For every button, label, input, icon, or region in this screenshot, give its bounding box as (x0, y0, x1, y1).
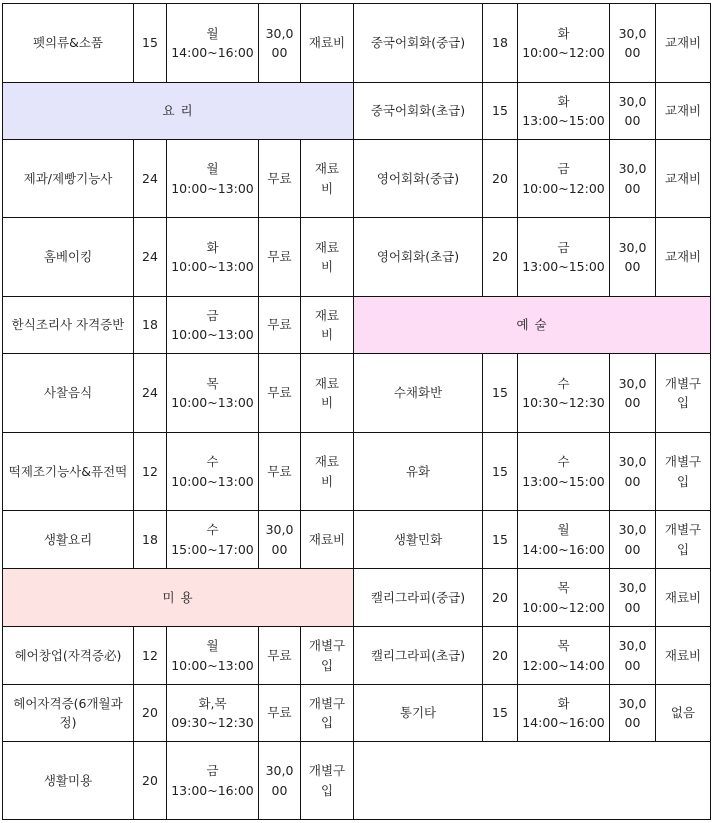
cell-line: 개별구 (664, 375, 702, 391)
course-fee (610, 140, 656, 218)
cell-line: 입 (320, 782, 334, 798)
course-time: 14:00~16:00 (171, 45, 254, 60)
course-time: 10:00~13:00 (171, 473, 254, 489)
course-day: 화 (557, 93, 570, 109)
course-name: 펫의류&소품 (3, 4, 134, 83)
cell-line: 정) (59, 715, 77, 730)
cell-line: 재료 (314, 161, 340, 176)
table-row (3, 83, 711, 140)
course-material (301, 433, 354, 511)
course-fee: 무료 (259, 140, 301, 218)
course-time: 10:00~13:00 (171, 327, 254, 342)
course-schedule-time (518, 685, 610, 742)
cell-line: 00 (271, 541, 288, 557)
course-schedule-time (518, 433, 610, 511)
course-schedule-time (167, 354, 259, 433)
course-capacity: 15 (483, 433, 518, 511)
course-material (301, 685, 354, 742)
course-material (656, 569, 711, 627)
course-day: 화,목 (198, 695, 227, 711)
course-material (656, 140, 711, 218)
course-material (656, 83, 711, 140)
cell-line: 30,0 (618, 638, 647, 653)
course-material (656, 433, 711, 511)
cell-line: 개별구 (664, 454, 702, 469)
cell-line: 재료 (314, 239, 340, 255)
course-day: 수 (557, 375, 570, 391)
course-material (301, 511, 354, 569)
course-fee: 무료 (259, 433, 301, 511)
course-time: 14:00~16:00 (522, 715, 605, 730)
course-day: 목 (206, 375, 219, 391)
course-name: 생활요리 (3, 511, 134, 569)
course-schedule-time (518, 140, 610, 218)
cell-line: 개별구 (308, 695, 346, 711)
course-day: 월 (206, 638, 219, 653)
course-fee (259, 4, 301, 83)
course-schedule-time (518, 511, 610, 569)
cell-line: 교재비 (664, 170, 702, 186)
course-fee (610, 685, 656, 742)
course-material (301, 354, 354, 433)
cell-line: 00 (271, 45, 288, 60)
course-fee: 무료 (259, 354, 301, 433)
cell-line: 비 (320, 395, 334, 410)
cell-line: 비 (320, 180, 334, 196)
cell-line: 30,0 (618, 161, 647, 176)
course-schedule-time (167, 511, 259, 569)
table-row (3, 140, 711, 218)
cell-line: 30,0 (618, 25, 647, 41)
cell-line: 00 (624, 657, 641, 673)
cell-line: 재료비 (664, 647, 702, 663)
cell-line: 30,0 (618, 522, 647, 537)
course-material (656, 685, 711, 742)
cell-line: 입 (320, 657, 334, 673)
course-time: 13:00~16:00 (171, 782, 254, 798)
table-row (3, 297, 711, 354)
course-capacity: 15 (483, 83, 518, 140)
course-material (301, 627, 354, 685)
course-day: 화 (206, 239, 219, 255)
course-schedule-time (518, 569, 610, 627)
cell-line: 재료비 (308, 531, 346, 547)
course-time: 10:00~12:00 (522, 180, 605, 196)
course-name: 생활미용 (3, 742, 134, 820)
course-time: 10:00~12:00 (522, 45, 605, 60)
course-day: 월 (557, 522, 570, 537)
course-day: 금 (557, 161, 570, 176)
course-name (3, 685, 134, 742)
cell-line: 30,0 (618, 695, 647, 711)
course-day: 월 (206, 161, 219, 176)
course-capacity: 20 (134, 685, 167, 742)
cell-line: 00 (624, 715, 641, 730)
course-name: 중국어회화(중급) (354, 4, 483, 83)
course-fee (610, 218, 656, 297)
course-fee: 무료 (259, 685, 301, 742)
cell-line: 교재비 (664, 35, 702, 51)
course-capacity: 24 (134, 218, 167, 297)
course-time: 10:00~13:00 (171, 395, 254, 410)
course-fee: 무료 (259, 297, 301, 354)
course-fee (610, 354, 656, 433)
course-schedule-time (518, 627, 610, 685)
course-schedule-time (518, 218, 610, 297)
cell-line: 헤어자격증(6개월과 (13, 695, 123, 711)
course-name: 캘리그라피(중급) (354, 569, 483, 627)
table-row (3, 4, 711, 83)
course-time: 10:00~12:00 (522, 599, 605, 615)
cell-line: 30,0 (618, 93, 647, 109)
course-fee (610, 4, 656, 83)
course-capacity: 18 (134, 297, 167, 354)
course-capacity: 15 (483, 511, 518, 569)
course-capacity: 15 (483, 354, 518, 433)
cell-line: 30,0 (618, 454, 647, 469)
course-name: 수채화반 (354, 354, 483, 433)
cell-line: 비 (320, 473, 334, 489)
course-day: 목 (557, 580, 570, 595)
cell-line: 비 (320, 259, 334, 274)
course-fee (610, 627, 656, 685)
cell-line: 입 (676, 473, 690, 489)
section-header-cooking: 요 리 (3, 83, 354, 140)
course-schedule (2, 3, 711, 820)
course-schedule-time (167, 297, 259, 354)
table-row (3, 742, 711, 820)
course-name: 사찰음식 (3, 354, 134, 433)
cell-line: 30,0 (265, 763, 294, 778)
course-schedule-time (518, 354, 610, 433)
cell-line: 비 (320, 327, 334, 342)
course-schedule-time (167, 4, 259, 83)
course-material (301, 218, 354, 297)
course-schedule-time (518, 4, 610, 83)
course-fee (610, 569, 656, 627)
cell-line: 개별구 (308, 638, 346, 653)
cell-line: 30,0 (265, 25, 294, 41)
course-material (656, 4, 711, 83)
course-name: 캘리그라피(초급) (354, 627, 483, 685)
course-material (656, 354, 711, 433)
course-day: 금 (206, 763, 219, 778)
course-fee (259, 511, 301, 569)
course-fee (259, 742, 301, 820)
course-material (656, 627, 711, 685)
course-day: 화 (557, 695, 570, 711)
course-name: 영어회화(초급) (354, 218, 483, 297)
course-day: 수 (557, 454, 570, 469)
course-time: 10:00~13:00 (171, 259, 254, 274)
table-row (3, 218, 711, 297)
course-name: 한식조리사 자격증반 (3, 297, 134, 354)
cell-line: 재료비 (664, 589, 702, 605)
cell-line: 00 (624, 113, 641, 128)
empty-cell (354, 742, 711, 820)
course-fee: 무료 (259, 218, 301, 297)
course-time: 10:00~13:00 (171, 180, 254, 196)
course-capacity: 20 (483, 140, 518, 218)
course-schedule-time (167, 685, 259, 742)
course-name: 통기타 (354, 685, 483, 742)
course-name: 중국어회화(초급) (354, 83, 483, 140)
course-name: 홈베이킹 (3, 218, 134, 297)
table-row (3, 569, 711, 627)
cell-line: 개별구 (664, 522, 702, 537)
course-name: 떡제조기능사&퓨전떡 (3, 433, 134, 511)
table-body (3, 4, 711, 820)
cell-line: 교재비 (664, 249, 702, 265)
table-row (3, 511, 711, 569)
cell-line: 재료비 (308, 35, 346, 51)
cell-line: 재료 (314, 375, 340, 391)
course-day: 월 (206, 25, 219, 41)
cell-line: 00 (624, 180, 641, 196)
cell-line: 00 (624, 541, 641, 557)
cell-line: 입 (320, 715, 334, 730)
course-schedule-time (518, 83, 610, 140)
cell-line: 입 (676, 541, 690, 557)
course-capacity: 24 (134, 354, 167, 433)
course-schedule-time (167, 742, 259, 820)
cell-line: 00 (624, 259, 641, 274)
cell-line: 재료 (314, 307, 340, 323)
course-capacity: 20 (483, 569, 518, 627)
course-material (301, 140, 354, 218)
course-day: 금 (206, 307, 219, 323)
course-fee (610, 433, 656, 511)
cell-line: 교재비 (664, 103, 702, 119)
course-day: 목 (557, 638, 570, 653)
course-time: 09:30~12:30 (171, 715, 254, 730)
cell-line: 00 (624, 473, 641, 489)
cell-line: 30,0 (618, 375, 647, 391)
course-day: 금 (557, 239, 570, 255)
course-time: 10:30~12:30 (522, 395, 605, 410)
cell-line: 입 (676, 395, 690, 410)
course-capacity: 15 (483, 685, 518, 742)
course-day: 수 (206, 454, 219, 469)
cell-line: 없음 (670, 705, 696, 721)
table-row (3, 685, 711, 742)
course-schedule-time (167, 218, 259, 297)
course-time: 13:00~15:00 (522, 473, 605, 489)
cell-line: 30,0 (618, 239, 647, 255)
course-capacity: 20 (483, 218, 518, 297)
table-row (3, 627, 711, 685)
course-schedule-time (167, 627, 259, 685)
course-material (656, 511, 711, 569)
course-name: 영어회화(중급) (354, 140, 483, 218)
cell-line: 30,0 (265, 522, 294, 537)
course-schedule-time (167, 433, 259, 511)
course-capacity: 18 (134, 511, 167, 569)
course-schedule-time (167, 140, 259, 218)
course-fee: 무료 (259, 627, 301, 685)
cell-line: 재료 (314, 454, 340, 469)
course-capacity: 15 (134, 4, 167, 83)
course-fee (610, 83, 656, 140)
course-material (301, 4, 354, 83)
course-time: 15:00~17:00 (171, 541, 254, 557)
course-time: 13:00~15:00 (522, 259, 605, 274)
course-schedule-table (2, 3, 711, 820)
course-name: 생활민화 (354, 511, 483, 569)
course-fee (610, 511, 656, 569)
course-time: 13:00~15:00 (522, 113, 605, 128)
course-name: 헤어창업(자격증必) (3, 627, 134, 685)
course-capacity: 18 (483, 4, 518, 83)
course-capacity: 20 (483, 627, 518, 685)
section-header-beauty: 미 용 (3, 569, 354, 627)
course-material (656, 218, 711, 297)
course-capacity: 20 (134, 742, 167, 820)
course-time: 10:00~13:00 (171, 657, 254, 673)
cell-line: 00 (271, 782, 288, 798)
course-day: 화 (557, 25, 570, 41)
table-row (3, 433, 711, 511)
course-capacity: 12 (134, 627, 167, 685)
cell-line: 30,0 (618, 580, 647, 595)
cell-line: 00 (624, 599, 641, 615)
course-day: 수 (206, 522, 219, 537)
section-header-art: 예 술 (354, 297, 711, 354)
course-name: 유화 (354, 433, 483, 511)
cell-line: 00 (624, 395, 641, 410)
table-row (3, 354, 711, 433)
course-material (301, 742, 354, 820)
course-time: 12:00~14:00 (522, 657, 605, 673)
course-capacity: 12 (134, 433, 167, 511)
cell-line: 개별구 (308, 763, 346, 778)
course-material (301, 297, 354, 354)
course-time: 14:00~16:00 (522, 541, 605, 557)
course-name: 제과/제빵기능사 (3, 140, 134, 218)
cell-line: 00 (624, 45, 641, 60)
course-capacity: 24 (134, 140, 167, 218)
